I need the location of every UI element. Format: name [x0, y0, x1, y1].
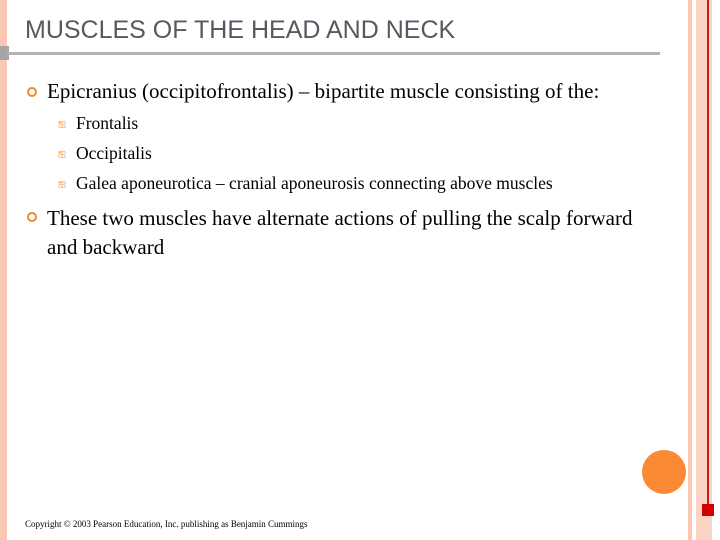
sub-bullet-icon: ஐ	[58, 148, 67, 159]
right-stripe-wide	[696, 0, 712, 540]
slide-title: MUSCLES OF THE HEAD AND NECK	[25, 16, 456, 44]
right-stripe	[688, 0, 692, 540]
bullet-circle-icon	[27, 87, 37, 97]
sub-bullet-text: Frontalis	[76, 113, 139, 133]
sub-bullet-text: Galea aponeurotica – cranial aponeurosis connecting above muscles	[76, 173, 553, 193]
bullet-2-text: These two muscles have alternate actions of pulling the scalp forward and backward	[47, 206, 633, 259]
sub-bullet-icon: ஐ	[58, 178, 67, 189]
sub-bullet-text: Occipitalis	[76, 143, 152, 163]
right-red-square	[702, 504, 714, 516]
left-border	[0, 0, 7, 540]
title-divider	[7, 52, 660, 55]
sub-bullet-icon: ஐ	[58, 118, 67, 129]
bullet-1-text: Epicranius (occipitofrontalis) – bipartite muscle consisting of the:	[47, 79, 600, 103]
copyright-footer: Copyright © 2003 Pearson Education, Inc. publishing as Benjamin Cummings	[25, 519, 308, 529]
right-red-line	[707, 0, 709, 510]
bullet-circle-icon	[27, 212, 37, 222]
orange-circle-decoration	[642, 450, 686, 494]
